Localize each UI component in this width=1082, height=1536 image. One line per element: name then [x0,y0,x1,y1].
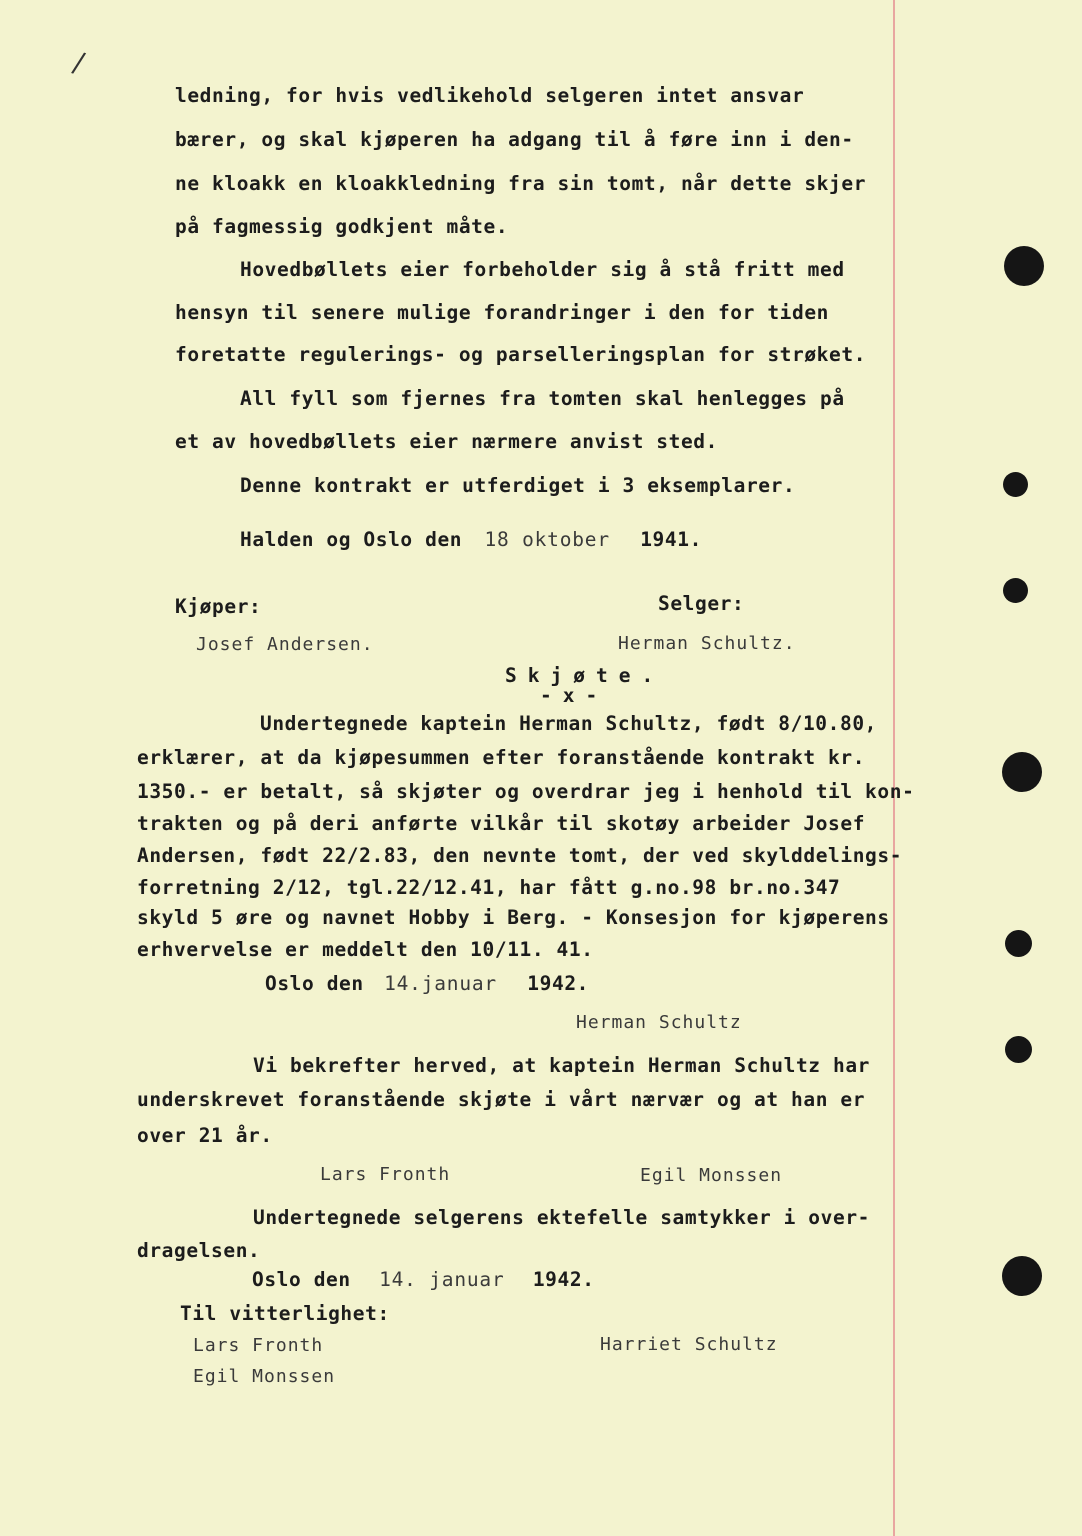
date-prefix: Oslo den [265,972,364,995]
deed-divider: -x- [540,684,609,707]
attest-witness: Egil Monssen [193,1366,336,1387]
punch-hole-icon [1002,1256,1042,1296]
spouse-date [252,1268,595,1291]
contract-line: Hovedbøllets eier forbeholder sig å stå fritt med [240,258,845,281]
punch-hole-icon [1005,1036,1032,1063]
punch-hole-icon [1005,930,1032,957]
contract-line: ne kloakk en kloakkledning fra sin tomt, når dette skjer [175,172,867,195]
deed-line: Andersen, født 22/2.83, den nevnte tomt, der ved skylddelings- [137,844,903,867]
attest-label: Til vitterlighet: [180,1302,390,1325]
contract-line: hensyn til senere mulige forandringer i den for tiden [175,301,830,324]
witness-signature: Egil Monssen [640,1165,783,1186]
date-prefix: Halden og Oslo den [240,528,463,551]
witness-line: Vi bekrefter herved, at kaptein Herman Schultz har [253,1054,870,1077]
contract-line: på fagmessig godkjent måte. [175,215,509,238]
witness-line: over 21 år. [137,1124,273,1147]
deed-signature: Herman Schultz [576,1012,742,1033]
deed-line: 1350.- er betalt, så skjøter og overdrar jeg i henhold til kon- [137,780,915,803]
deed-title: Skjøte. [505,664,665,687]
buyer-name: Josef Andersen. [196,634,374,655]
contract-line: bærer, og skal kjøperen ha adgang til å føre inn i den- [175,128,854,151]
punch-hole-icon [1002,752,1042,792]
deed-line: erklærer, at da kjøpesummen efter foranstående kontrakt kr. [137,746,866,769]
punch-hole-icon [1004,246,1044,286]
deed-line: trakten og på deri anførte vilkår til skotøy arbeider Josef [137,812,866,835]
contract-place-date [240,528,702,551]
attest-witness: Lars Fronth [193,1335,324,1356]
spouse-line: Undertegnede selgerens ektefelle samtykker i over- [253,1206,870,1229]
witness-line: underskrevet foranstående skjøte i vårt nærvær og at han er [137,1088,866,1111]
date-year: 1942. [527,972,589,995]
date-prefix: Oslo den [252,1268,351,1291]
date-day-month: 14. januar [379,1268,505,1291]
date-year: 1942. [532,1268,595,1291]
date-year: 1941. [640,528,702,551]
spouse-line: dragelsen. [137,1239,261,1262]
punch-hole-icon [1003,578,1028,603]
buyer-label: Kjøper: [175,595,262,618]
pen-mark-icon: / [69,45,88,80]
witness-signature: Lars Fronth [320,1164,451,1185]
margin-line [893,0,895,1536]
deed-line: skyld 5 øre og navnet Hobby i Berg. - Konsesjon for kjøperens [137,906,890,929]
seller-label: Selger: [658,592,745,615]
deed-line: forretning 2/12, tgl.22/12.41, har fått g.no.98 br.no.347 [137,876,841,899]
deed-line: erhvervelse er meddelt den 10/11. 41. [137,938,594,961]
seller-name: Herman Schultz. [618,633,796,654]
contract-line: All fyll som fjernes fra tomten skal henlegges på [240,387,845,410]
date-day-month: 18 oktober [484,528,610,551]
contract-line: Denne kontrakt er utferdiget i 3 eksemplarer. [240,474,796,497]
deed-date [265,972,589,995]
contract-line: et av hovedbøllets eier nærmere anvist sted. [175,430,718,453]
spouse-signature: Harriet Schultz [600,1334,778,1355]
punch-hole-icon [1003,472,1028,497]
contract-line: ledning, for hvis vedlikehold selgeren intet ansvar [175,84,805,107]
date-day-month: 14.januar [384,972,497,995]
contract-line: foretatte regulerings- og parselleringsplan for strøket. [175,343,867,366]
deed-line: Undertegnede kaptein Herman Schultz, født 8/10.80, [260,712,877,735]
